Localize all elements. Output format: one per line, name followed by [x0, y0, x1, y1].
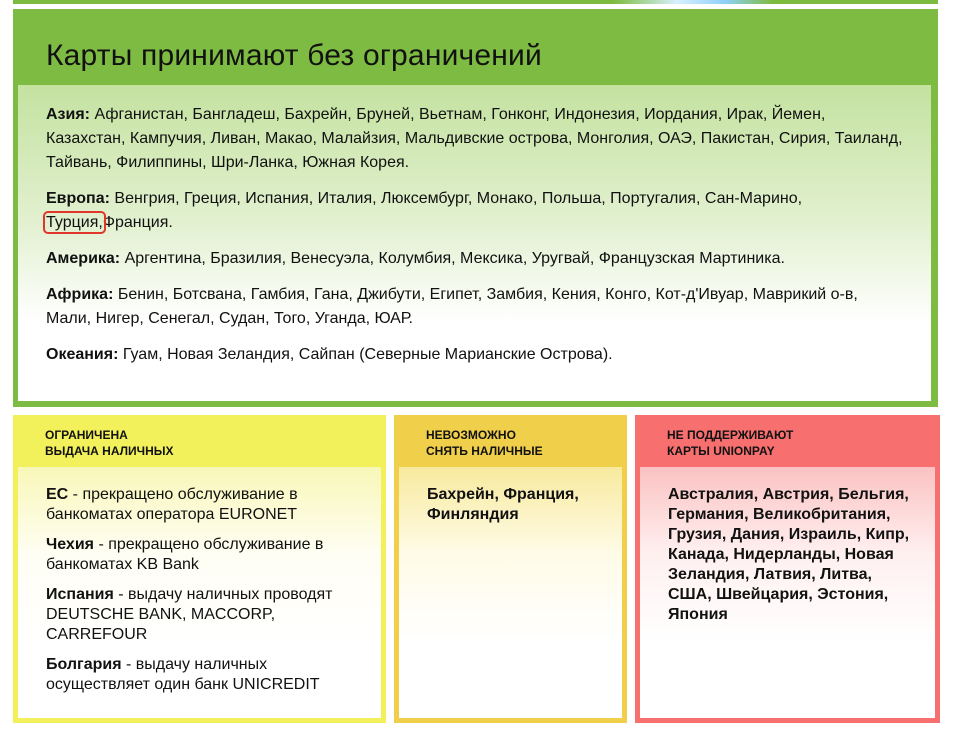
region-countries: Аргентина, Бразилия, Венесуэла, Колумбия, Мексика, Уругвай, Французская Мартиника. — [124, 250, 785, 267]
entry-name: Чехия — [46, 536, 94, 553]
heading-line: НЕ ПОДДЕРЖИВАЮТ — [667, 428, 794, 442]
entry-text: - прекращено обслуживание в банкоматах KB Bank — [46, 536, 324, 573]
region-countries: Афганистан, Бангладеш, Бахрейн, Бруней, Вьетнам, Гонконг, Индонезия, Иордания, Ирак, Йемен, Казахстан, Кампучия, Ливан, Макао, Малайзия, Мальдивские острова, Монголия, ОАЭ, Пакистан, Сирия, Таиланд, Тайвань, Филиппины, Шри-Ланка, Южная Корея. — [46, 106, 903, 171]
heading-line: КАРТЫ UNIONPAY — [667, 444, 775, 458]
no-unionpay-card — [635, 415, 940, 723]
card-heading — [426, 427, 543, 459]
entry-eu — [46, 485, 357, 525]
region-asia — [46, 103, 906, 175]
entry-text: - выдачу наличных проводят DEUTSCHE BANK, MACCORP, CARREFOUR — [46, 586, 333, 643]
card-body — [18, 467, 381, 718]
region-name: Европа: — [46, 190, 110, 207]
card-body — [399, 467, 622, 718]
entry-name: Испания — [46, 586, 114, 603]
region-oceania — [46, 343, 906, 367]
region-name: Океания: — [46, 346, 119, 363]
entry-spain — [46, 585, 357, 645]
heading-line: ОГРАНИЧЕНА — [45, 428, 128, 442]
unrestricted-section — [13, 9, 938, 407]
card-heading — [45, 427, 174, 459]
no-cash-card — [394, 415, 627, 723]
heading-line: СНЯТЬ НАЛИЧНЫЕ — [426, 444, 543, 458]
region-name: Азия: — [46, 106, 91, 123]
banner-decoration — [613, 0, 773, 4]
entry-text: - выдачу наличных осуществляет один банк UNICREDIT — [46, 656, 320, 693]
region-africa — [46, 283, 906, 331]
card-body — [640, 467, 935, 718]
top-banner-edge — [13, 0, 938, 4]
region-countries: Бенин, Ботсвана, Гамбия, Гана, Джибути, Египет, Замбия, Кения, Конго, Кот-д'Ивуар, Маврикий о-в, Мали, Нигер, Сенегал, Судан, Того, Уганда, ЮАР. — [46, 286, 858, 327]
country-list: Австралия, Австрия, Бельгия, Германия, Великобритания, Грузия, Дания, Израиль, Кипр, Канада, Нидерланды, Новая Зеландия, Латвия, Литва, США, Швейцария, Эстония, Япония — [668, 486, 910, 623]
highlighted-country: Турция, — [46, 214, 103, 231]
limited-cash-card — [13, 415, 386, 723]
region-name: Америка: — [46, 250, 121, 267]
card-heading — [667, 427, 793, 459]
regions-panel — [18, 85, 931, 401]
entry-name: Болгария — [46, 656, 122, 673]
region-europe — [46, 187, 906, 235]
region-america — [46, 247, 906, 271]
region-countries: Венгрия, Греция, Испания, Италия, Люксембург, Монако, Польша, Португалия, Сан-Марино, — [114, 190, 803, 207]
entry-name: ЕС — [46, 486, 69, 503]
region-countries: Гуам, Новая Зеландия, Сайпан (Северные Марианские Острова). — [122, 346, 613, 363]
heading-line: ВЫДАЧА НАЛИЧНЫХ — [45, 444, 174, 458]
heading-line: НЕВОЗМОЖНО — [426, 428, 516, 442]
entry-czech — [46, 535, 357, 575]
entry-bulgaria — [46, 655, 357, 695]
section-title: Карты принимают без ограничений — [46, 39, 542, 72]
region-countries-after: Франция. — [102, 214, 173, 231]
country-list: Бахрейн, Франция, Финляндия — [427, 486, 579, 523]
region-name: Африка: — [46, 286, 114, 303]
entry-text: - прекращено обслуживание в банкоматах оператора EURONET — [46, 486, 298, 523]
